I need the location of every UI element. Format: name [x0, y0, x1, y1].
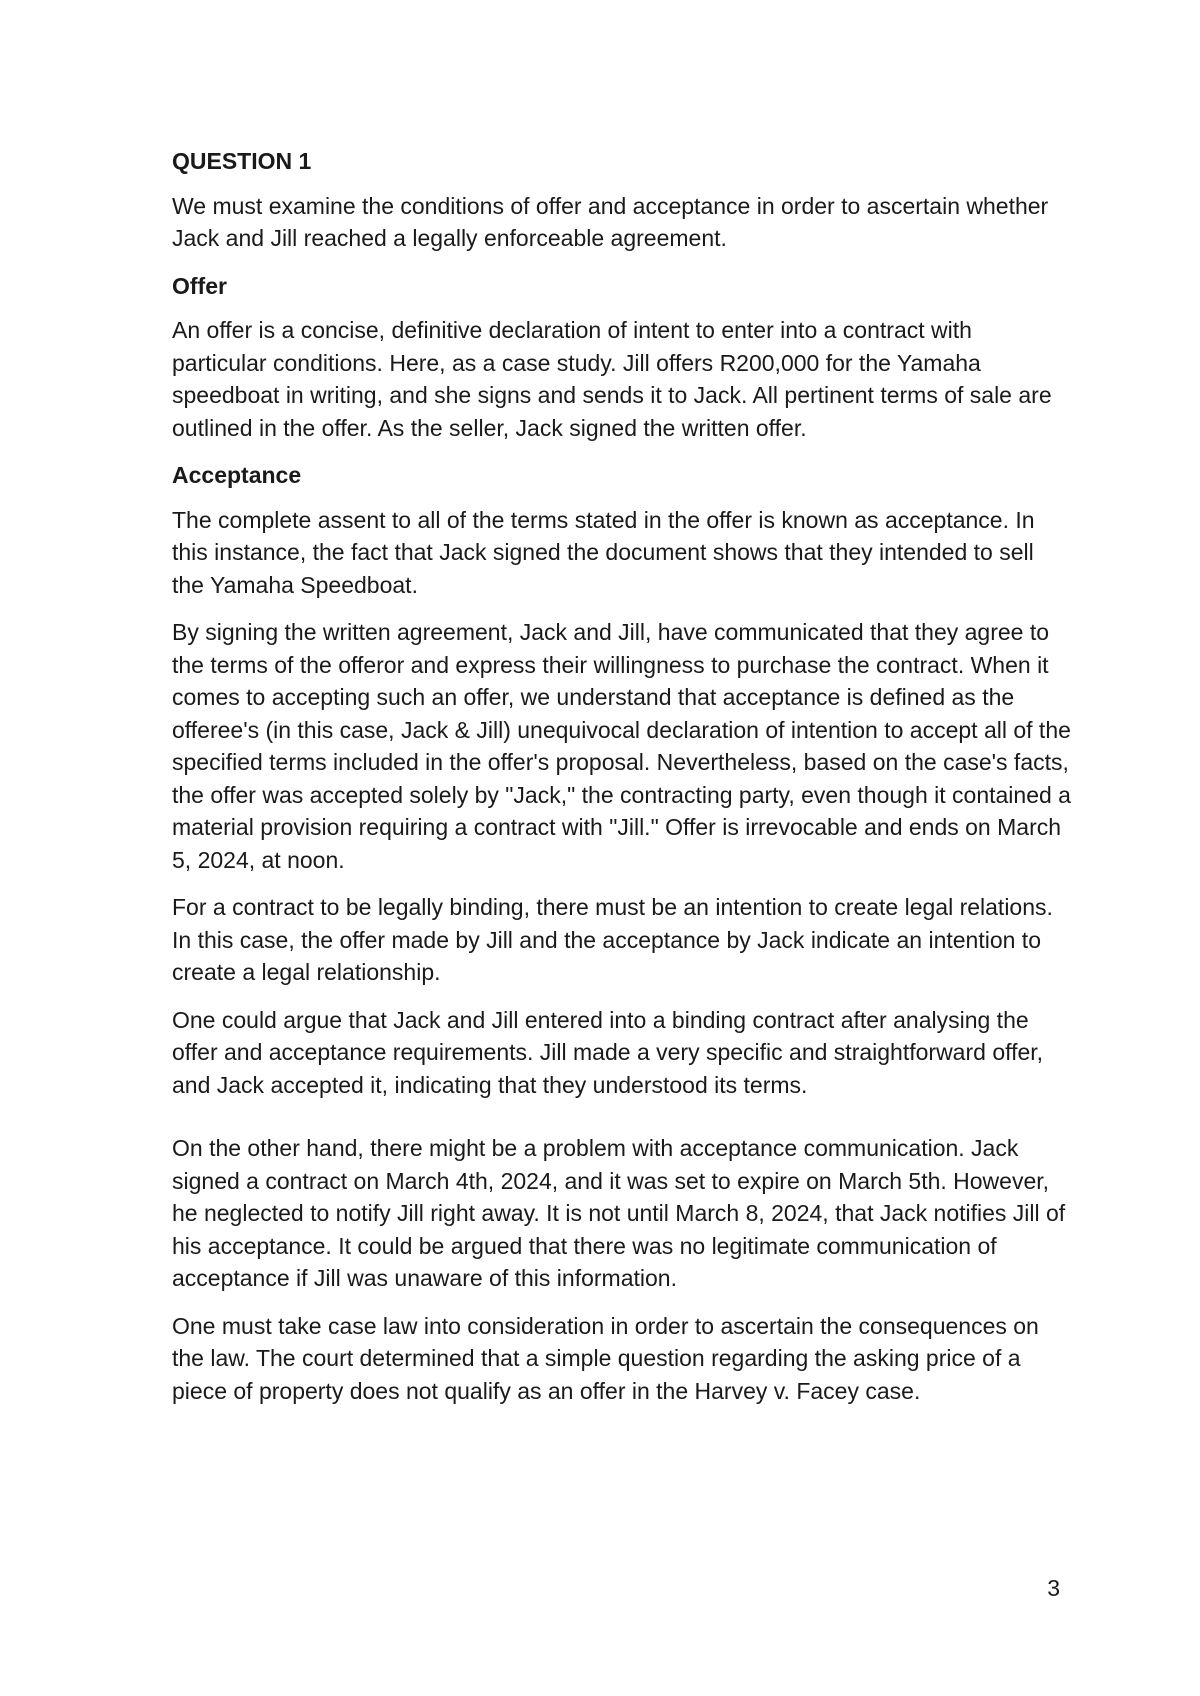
acceptance-paragraph: The complete assent to all of the terms stated in the offer is known as acceptance. In this instance, the fact that Jack signed the document shows that they intended to sell the Yamaha Speedboat. — [172, 506, 1035, 598]
intro-paragraph: We must examine the conditions of offer and acceptance in order to ascertain whether Jack and Jill reached a legally enforceable agreement. — [172, 192, 1049, 251]
body-paragraph: One could argue that Jack and Jill entered into a binding contract after analysing the offer and acceptance requirements. Jill made a very specific and straightforward offer, and Jack accepted it, indicating that they understood its terms. — [172, 1006, 1044, 1098]
body-paragraph: By signing the written agreement, Jack and Jill, have communicated that they agree to the terms of the offeror and express their willingness to purchase the contract. When it comes to accepting such an offer, we understand that acceptance is defined as the offeree's (in this case, Jack & Jill) unequivocal declaration of intention to accept all of the specified terms included in the offer's proposal. Nevertheless, based on the case's facts, the offer was accepted solely by "Jack," the contracting party, even though it contained a material provision requiring a contract with "Jill." Offer is irrevocable and ends on March 5, 2024, at noon. — [172, 619, 1071, 873]
question-heading: QUESTION 1 — [172, 148, 312, 174]
offer-heading: Offer — [172, 272, 227, 299]
body-paragraph: For a contract to be legally binding, there must be an intention to create legal relations. In this case, the offer made by Jill and the acceptance by Jack indicate an intention to create a legal relationship. — [172, 894, 1053, 985]
page-number: 3 — [1047, 1575, 1060, 1601]
acceptance-heading: Acceptance — [172, 462, 302, 488]
page-content — [172, 145, 1072, 1422]
offer-paragraph: An offer is a concise, definitive declaration of intent to enter into a contract with particular conditions. Here, as a case study. Jill offers R200,000 for the Yamaha speedboat in writing, and she signs and sends it to Jack. All pertinent terms of sale are outlined in the offer. As the seller, Jack signed the written offer. — [172, 317, 1052, 441]
body-paragraph: On the other hand, there might be a problem with acceptance communication. Jack signed a contract on March 4th, 2024, and it was set to expire on March 5th. However, he neglected to notify Jill right away. It is not until March 8, 2024, that Jack notifies Jill of his acceptance. It could be argued that there was no legitimate communication of acceptance if Jill was unaware of this information. — [172, 1135, 1066, 1291]
body-paragraph: One must take case law into consideration in order to ascertain the consequences on the law. The court determined that a simple question regarding the asking price of a piece of property does not qualify as an offer in the Harvey v. Facey case. — [172, 1312, 1039, 1404]
